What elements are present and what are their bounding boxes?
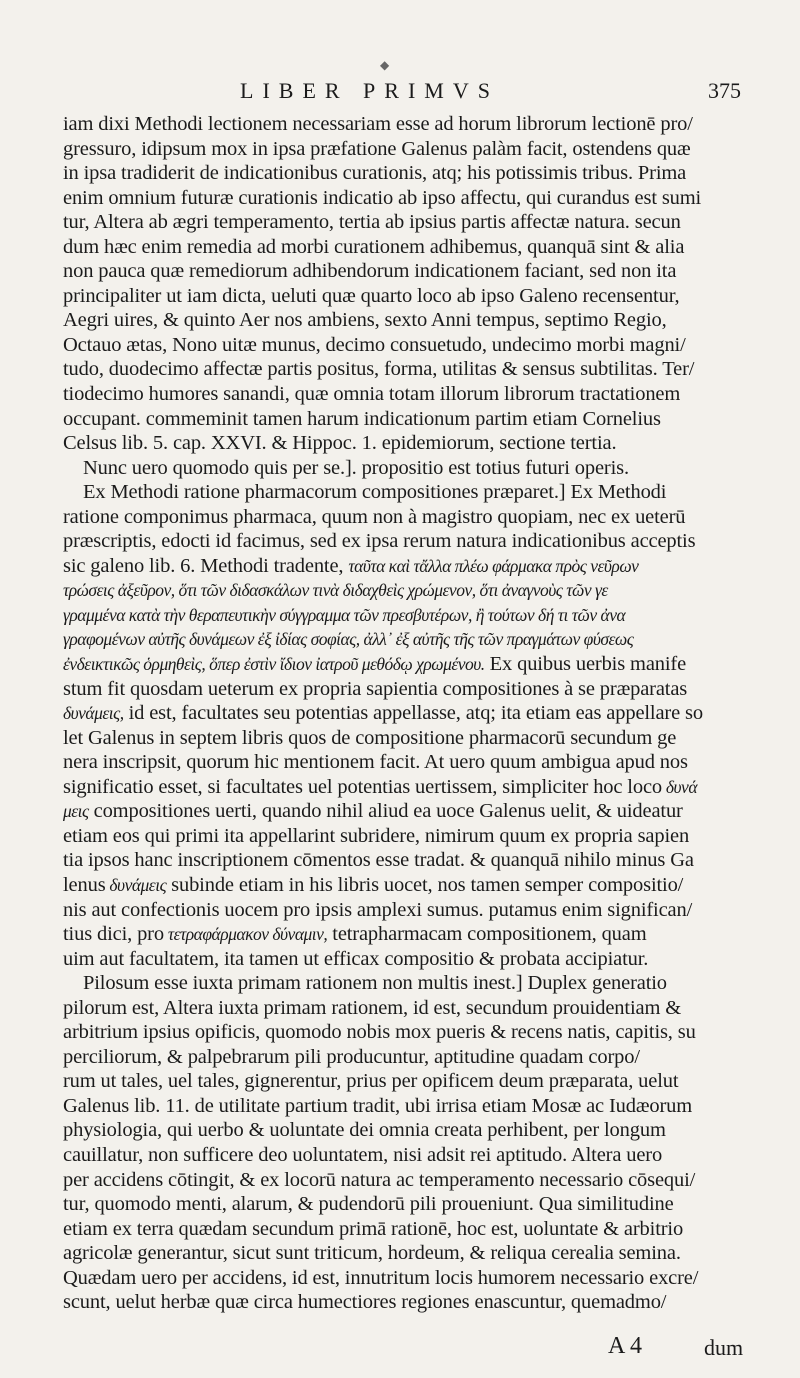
lemma-line: Pilosum esse iuxta primam rationem non multis inest.] Duplex generatio (83, 972, 667, 995)
running-head: LIBER PRIMVS (240, 78, 499, 103)
latin-text: compositiones uerti, quando nihil aliud ea uoce Galenus uelit, & uideatur (88, 800, 683, 823)
greek-word: δυνάμεις (105, 874, 167, 895)
text-line: principaliter ut iam dicta, ueluti quæ quarto loco ab ipso Galeno recensentur, (63, 284, 680, 307)
text-line: tiodecimo humores sanandi, quæ omnia totam illorum librorum tractationem (63, 383, 681, 406)
page-header (0, 78, 800, 108)
latin-text: Ex quibus uerbis manife (484, 653, 687, 676)
latin-text: id est, facultates seu potentias appellasse, atq; ita etiam eas appellare so (123, 702, 703, 725)
greek-quotation: γραμμένα κατὰ τὴν θεραπευτικὴν σύγγραμμα τῶν πρεσβυτέρων, ἢ τούτων δή τι τῶν ἀνα (63, 604, 626, 625)
text-line: stum fit quosdam ueterum ex propria sapientia compositiones à se præparatas (63, 677, 688, 700)
text-line (63, 701, 765, 726)
text-line: iam dixi Methodi lectionem necessariam esse ad horum librorum lectionē pro/ (63, 113, 693, 135)
text-line: occupant. commeminit tamen harum indicationum partim etiam Cornelius (63, 407, 661, 430)
text-line: Aegri uires, & quinto Aer nos ambiens, sexto Anni tempus, septimo Regio, (63, 309, 667, 332)
greek-word: δυνά (662, 776, 698, 797)
text-line: præscriptis, edocti id facimus, sed ex ipsa rerum natura indicationibus acceptis (63, 530, 696, 553)
latin-text: tius dici, pro (63, 923, 164, 946)
text-line (63, 775, 765, 800)
text-line: perciliorum, & palpebrarum pili producuntur, aptitudine quadam corpo/ (63, 1045, 640, 1068)
text-line: physiologia, qui uerbo & uoluntate dei omnia creata perhibent, per longum (63, 1119, 666, 1142)
greek-line (63, 652, 765, 677)
greek-quotation: γραφομένων αὐτῆς δυνάμεων ἐξ ἰδίας σοφίας, ἀλλ᾽ ἐξ αὐτῆς τῆς τῶν πραγμάτων φύσεως (63, 629, 634, 650)
text-line: etiam ex terra quædam secundum primā rationē, hoc est, uoluntate & arbitrio (63, 1217, 684, 1240)
text-line: ratione componimus pharmaca, quum non à magistro quopiam, nec ex ueterū (63, 505, 686, 528)
greek-line (63, 603, 765, 628)
text-line: tia ipsos hanc inscriptionem cōmentos esse tradat. & quanquā nihilo minus Ga (63, 849, 694, 872)
latin-text: lenus (63, 873, 106, 896)
greek-quotation: ταῦτα καὶ τἄλλα πλέω φάρμακα πρὸς νεῦρων (348, 555, 639, 576)
text-line: tur, Altera ab ægri temperamento, tertia ab ipsius partis affectæ natura. secun (63, 211, 681, 234)
text-line: let Galenus in septem libris quos de compositione pharmacorū secundum ge (63, 726, 677, 749)
text-block (63, 112, 765, 1315)
page-footer (0, 1333, 800, 1367)
lemma-line: Nunc uero quomodo quis per se.]. propositio est totius futuri operis. (83, 456, 629, 479)
greek-quotation: τρώσεις ἀξεῦρον, ὅτι τῶν διδασκάλων τινὰ διδαχθεὶς χρώμενον, ὅτι ἀναγνοὺς τῶν γε (63, 580, 608, 601)
text-line: cauillatur, non sufficere deo uoluntatem, nisi adsit rei aptitudo. Altera uero (63, 1143, 663, 1166)
text-line: Quædam uero per accidens, id est, innutritum locis humorem necessario excre/ (63, 1266, 699, 1289)
latin-text: significatio esset, si facultates uel potentias uertissem, simpliciter hoc loco (63, 775, 663, 798)
text-line: tudo, duodecimo affectæ partis positus, forma, utilitas & sensus subtilitas. Ter/ (63, 358, 695, 381)
text-line (63, 799, 765, 824)
text-line (63, 922, 765, 947)
greek-word: τετραφάρμακον δύναμιν, (163, 924, 328, 945)
text-line (63, 873, 765, 898)
text-line: arbitrium ipsius opificis, quomodo nobis mox pueris & recens natis, capitis, su (63, 1021, 696, 1044)
text-line: Celsus lib. 5. cap. XXVI. & Hippoc. 1. epidemiorum, sectione tertia. (63, 432, 617, 455)
text-line: nis aut confectionis uocem pro ipsis amplexi sumus. putamus enim significan/ (63, 898, 693, 921)
catchword: dum (704, 1335, 744, 1360)
greek-word: δυνάμεις, (63, 703, 124, 724)
text-line: uim aut facultatem, ita tamen ut efficax compositio & probata accipiatur. (63, 947, 649, 970)
text-line: per accidens cōtingit, & ex locorū natura ac temperamento necessario cōsequi/ (63, 1168, 696, 1191)
signature-mark: A 4 (608, 1333, 643, 1359)
latin-text: subinde etiam in his libris uocet, nos tamen semper compositio/ (166, 873, 684, 896)
text-line: etiam eos qui primi ita appellarint subridere, nimirum quum ex propria sapien (63, 824, 690, 847)
greek-word: μεις (63, 801, 89, 822)
latin-text: tetrapharmacam compositionem, quam (327, 923, 647, 946)
text-line: dum hæc enim remedia ad morbi curationem adhibemus, quanquā sint & alia (63, 235, 685, 258)
text-line (63, 554, 765, 579)
text-line: non pauca quæ remediorum adhibendorum indicationem faciant, sed non ita (63, 260, 677, 283)
latin-text: sic galeno lib. 6. Methodi tradente, (63, 554, 344, 577)
lemma-line: Ex Methodi ratione pharmacorum compositiones præparet.] Ex Methodi (83, 481, 667, 504)
greek-quotation: ἐνδεικτικῶς ὁρμηθεὶς, ὅπερ ἐστὶν ἴδιον ἰατροῦ μεθόδῳ χρωμένου. (63, 654, 485, 675)
text-line: enim omnium futuræ curationis indicatio ab ipso affectu, qui curandus est sumi (63, 186, 702, 209)
text-line: scunt, uelut herbæ quæ circa humectiores regiones enascuntur, quemadmo/ (63, 1291, 667, 1314)
text-line: Galenus lib. 11. de utilitate partium tradit, ubi irrisa etiam Mosæ ac Iudæorum (63, 1094, 693, 1117)
page-number: 375 (708, 78, 741, 103)
greek-line (63, 627, 765, 652)
text-line: tur, quomodo menti, alarum, & pudendorū pili proueniunt. Qua similitudine (63, 1193, 674, 1216)
text-line: in ipsa tradiderit de indicationibus curationis, atq; his potissimis tribus. Prima (63, 162, 687, 185)
text-line: nera inscripsit, quorum hic mentionem facit. At uero quum ambigua apud nos (63, 751, 688, 774)
greek-line (63, 578, 765, 603)
text-line: pilorum est, Altera iuxta primam rationem, id est, secundum prouidentiam & (63, 996, 682, 1019)
text-line: gressuro, idipsum mox in ipsa præfatione Galenus palàm facit, ostendens quæ (63, 137, 691, 160)
printer-fleck: ◆ (380, 58, 390, 72)
text-line: Octauo ætas, Nono uitæ munus, decimo consuetudo, undecimo morbi magni/ (63, 333, 686, 356)
text-line: agricolæ generantur, sicut sunt triticum, hordeum, & reliqua cerealia semina. (63, 1242, 681, 1265)
text-line: rum ut tales, uel tales, gignerentur, prius per opificem deum præparata, uelut (63, 1070, 679, 1093)
